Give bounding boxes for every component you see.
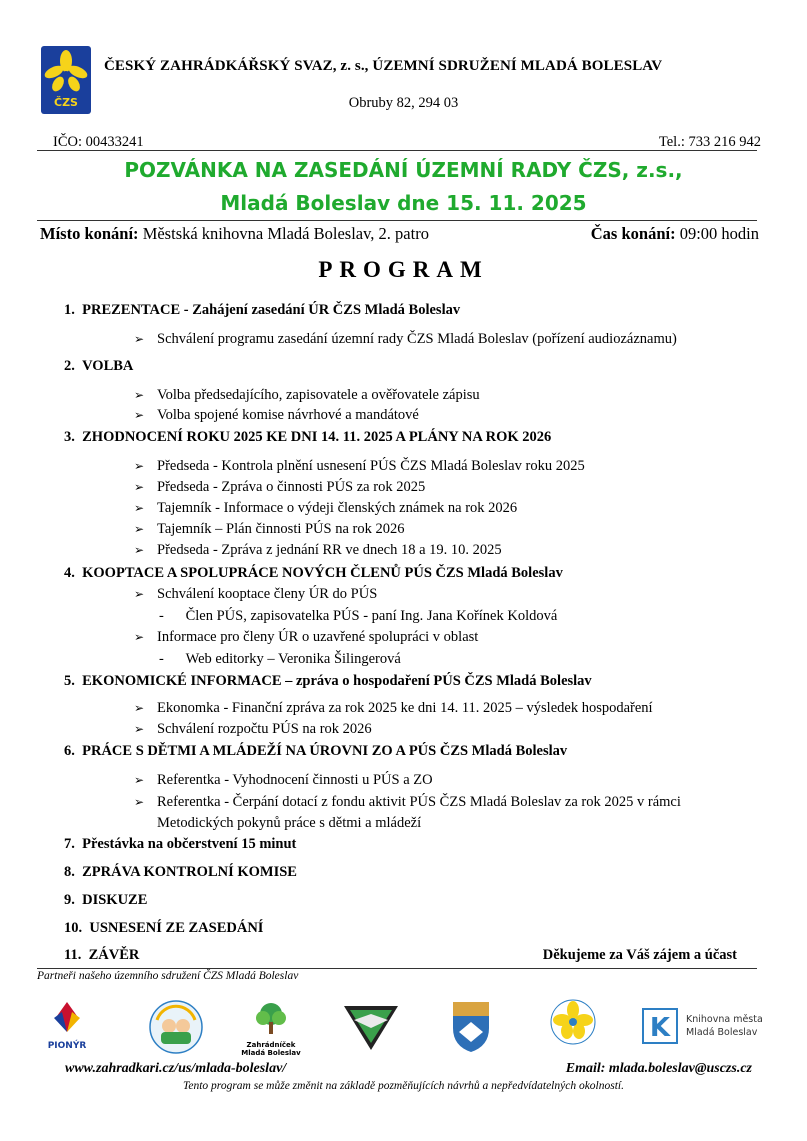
invitation-subtitle: Mladá Boleslav dne 15. 11. 2025 [220,191,587,215]
website-link[interactable]: www.zahradkari.cz/us/mlada-boleslav/ [65,1061,287,1076]
program-dash-item: - Web editorky – Veronika Šilingerová [159,651,401,667]
arrow-bullet-icon: ➢ [134,501,145,515]
arrow-bullet-icon: ➢ [134,795,145,809]
pionyr-logo [42,998,92,1053]
program-subitem: Volba předsedajícího, zapisovatele a ověřovatele zápisu [157,387,480,403]
venue-time: Čas konání: 09:00 hodin [590,224,759,243]
arrow-bullet-icon: ➢ [134,630,145,644]
program-subitem: Referentka - Čerpání dotací z fondu aktivit PÚS ČZS Mladá Boleslav za rok 2025 v rámci [157,794,681,810]
program-item-9: 9. DISKUZE [64,892,148,908]
arrow-bullet-icon: ➢ [134,701,145,715]
coat-of-arms-logo [449,998,493,1053]
youth-gardeners-logo [147,998,205,1053]
thanks-text: Děkujeme za Váš zájem a účast [542,947,737,963]
program-dash-item: - Člen PÚS, zapisovatelka PÚS - paní Ing. Jana Kořínek Koldová [159,608,558,624]
phone-number: Tel.: 733 216 942 [658,134,761,150]
library-label: Knihovna města [686,1014,763,1025]
program-item-7: 7. Přestávka na občerstvení 15 minut [64,836,297,852]
program-item-4: 4. KOOPTACE A SPOLUPRÁCE NOVÝCH ČLENŮ PÚS ČZS Mladá Boleslav [64,565,563,581]
pionyr-label: PIONÝR [47,1041,87,1051]
program-heading: PROGRAM [318,257,489,282]
coat-of-arms-icon [449,998,493,1054]
arrow-bullet-icon: ➢ [134,773,145,787]
program-subitem: Schválení programu zasedání územní rady ČZS Mladá Boleslav (pořízení audiozáznamu) [157,331,677,347]
library-k-icon: K [642,1008,678,1044]
program-subitem: Předseda - Zpráva z jednání RR ve dnech 18 a 19. 10. 2025 [157,542,502,558]
arrow-bullet-icon: ➢ [134,459,145,473]
program-item-3: 3. ZHODNOCENÍ ROKU 2025 KE DNI 14. 11. 2025 A PLÁNY NA ROK 2026 [64,429,552,445]
program-item-1: 1. PREZENTACE - Zahájení zasedání ÚR ČZS Mladá Boleslav [64,302,461,318]
venue-place: Místo konání: Městská knihovna Mladá Boleslav, 2. patro [40,224,429,243]
arrow-bullet-icon: ➢ [134,587,145,601]
library-sublabel: Mladá Boleslav [686,1027,758,1038]
program-item-10: 10. USNESENÍ ZE ZASEDÁNÍ [64,920,264,936]
library-logo [638,998,763,1053]
program-subitem: Schválení rozpočtu PÚS na rok 2026 [157,721,372,737]
csop-logo [340,998,402,1053]
program-subitem: Tajemník - Informace o výdeji členských známek na rok 2026 [157,500,518,516]
tree-icon [240,998,302,1036]
email-link[interactable]: Email: mlada.boleslav@usczs.cz [565,1061,752,1076]
youth-gardeners-icon [147,998,205,1056]
arrow-bullet-icon: ➢ [134,388,145,402]
disclaimer-note: Tento program se může změnit na základě pozměňujících návrhů a nepředvídatelných okolností. [183,1080,624,1092]
zahradnicek-sublabel: Mladá Boleslav [241,1049,301,1057]
program-subitem: Schválení kooptace členy ÚR do PÚS [157,586,378,602]
organization-name: ČESKÝ ZAHRÁDKÁŘSKÝ SVAZ, z. s., ÚZEMNÍ SDRUŽENÍ MLADÁ BOLESLAV [104,58,663,74]
program-item-5: 5. EKONOMICKÉ INFORMACE – zpráva o hospodaření PÚS ČZS Mladá Boleslav [64,673,592,689]
program-item-11: 11. ZÁVĚR [64,947,140,963]
logo-text: ČZS [54,96,78,109]
partners-label: Partneři našeho územního sdružení ČZS Mladá Boleslav [37,970,299,982]
program-subitem: Volba spojené komise návrhové a mandátové [157,407,419,423]
arrow-bullet-icon: ➢ [134,480,145,494]
program-subitem: Předseda - Zpráva o činnosti PÚS za rok 2025 [157,479,426,495]
arrow-bullet-icon: ➢ [134,722,145,736]
invitation-title: POZVÁNKA NA ZASEDÁNÍ ÚZEMNÍ RADY ČZS, z.s., [124,158,683,182]
pionyr-flame-icon [42,998,92,1036]
divider [37,150,757,151]
program-subitem-continuation: Metodických pokynů práce s dětmi a mládeží [157,815,422,831]
divider [37,968,757,969]
program-subitem: Předseda - Kontrola plnění usnesení PÚS ČZS Mladá Boleslav roku 2025 [157,458,585,474]
sunflower-icon [540,998,606,1050]
program-item-8: 8. ZPRÁVA KONTROLNÍ KOMISE [64,864,297,880]
zahradnicek-logo [240,998,302,1057]
arrow-bullet-icon: ➢ [134,408,145,422]
divider [37,220,757,221]
zahradnicek-label: Zahrádníček [246,1041,296,1049]
program-item-2: 2. VOLBA [64,358,134,374]
ico-number: IČO: 00433241 [53,134,144,150]
program-item-6: 6. PRÁCE S DĚTMI A MLÁDEŽÍ NA ÚROVNI ZO A PÚS ČZS Mladá Boleslav [64,743,568,759]
arrow-bullet-icon: ➢ [134,332,145,346]
arrow-bullet-icon: ➢ [134,543,145,557]
arrow-bullet-icon: ➢ [134,522,145,536]
garden-festival-logo [540,998,606,1053]
program-subitem: Tajemník – Plán činnosti PÚS na rok 2026 [157,521,405,537]
address: Obruby 82, 294 03 [348,95,459,111]
program-subitem: Ekonomka - Finanční zpráva za rok 2025 ke dni 14. 11. 2025 – výsledek hospodaření [157,700,653,716]
bird-shield-icon [340,998,402,1053]
program-subitem: Informace pro členy ÚR o uzavřené spolupráci v oblast [157,629,479,645]
program-subitem: Referentka - Vyhodnocení činnosti u PÚS a ZO [157,772,433,788]
